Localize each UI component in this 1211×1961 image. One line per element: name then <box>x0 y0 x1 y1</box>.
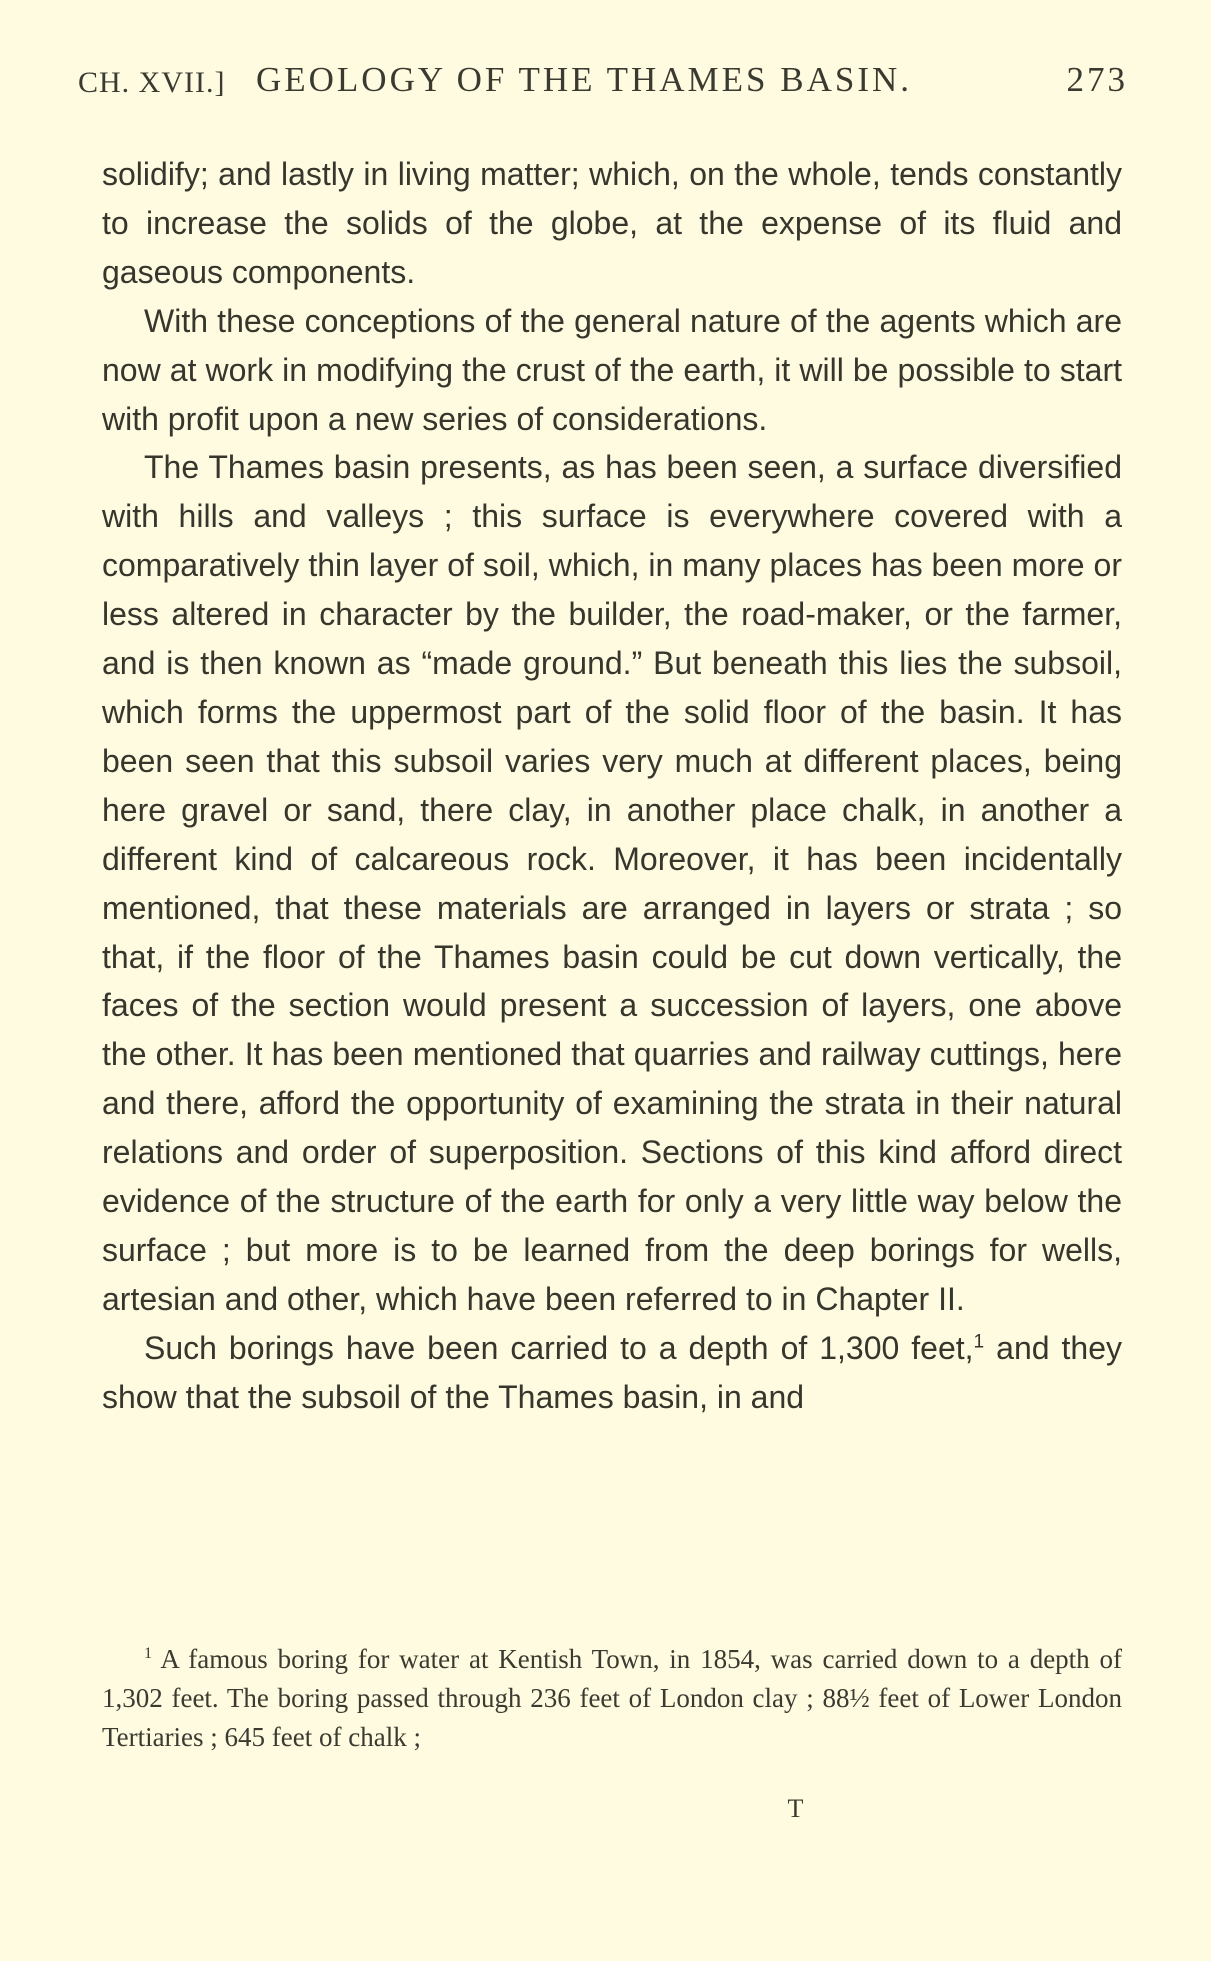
footnote-text: A famous boring for water at Kentish Town, in 1854, was carried down to a depth of 1,302 feet. The boring passed through 236 feet of London clay ; 88½ feet of Lower London Tertiaries ; 645 feet of chalk ; <box>102 1644 1122 1752</box>
footnote-1 <box>102 1640 1122 1757</box>
signature-mark: T <box>787 1794 804 1823</box>
paragraph-conceptions: With these conceptions of the general nature of the agents which are now at work in modifying the crust of the earth, it will be possible to start with profit upon a new series of considerations. <box>102 302 1122 437</box>
footnote-reference: 1 <box>973 1331 985 1353</box>
running-title: GEOLOGY OF THE THAMES BASIN. <box>256 60 913 99</box>
paragraph-borings <box>102 1324 1122 1422</box>
chapter-label: CH. XVII.] <box>78 66 226 99</box>
paragraph-thames-basin: The Thames basin presents, as has been seen, a surface diversified with hills and valleys ; this surface is everywhere covered with a comparatively thin layer of soil, which, in many places has been more or less altered in character by the builder, the road-maker, or the farmer, and is then known as “made ground.” But beneath this lies the subsoil, which forms the uppermost part of the solid floor of the basin. It has been seen that this subsoil varies very much at different places, being here gravel or sand, there clay, in another place chalk, in another a different kind of calcareous rock. Moreover, it has been incidentally mentioned, that these materials are arranged in layers or strata ; so that, if the floor of the Thames basin could be cut down vertically, the faces of the section would present a succession of layers, one above the other. It has been mentioned that quarries and railway cuttings, here and there, afford the opportunity of examining the strata in their natural relations and order of superposition. Sections of this kind afford direct evidence of the structure of the earth for only a very little way below the surface ; but more is to be learned from the deep borings for wells, artesian and other, which have been referred to in Chapter II. <box>102 449 1122 1317</box>
paragraph-continued: solidify; and lastly in living matter; which, on the whole, tends constantly to increase the solids of the globe, at the expense of its fluid and gaseous components. <box>102 156 1122 290</box>
main-text <box>102 150 1122 1422</box>
footnote-marker: 1 <box>144 1644 153 1662</box>
paragraph-borings-text-before: Such borings have been carried to a depth of 1,300 feet, <box>144 1329 974 1366</box>
paragraph-borings-text-after: and they show that the subsoil of the Thames basin, in and <box>102 1329 1123 1415</box>
page-number: 273 <box>1066 60 1128 99</box>
footnotes <box>102 1640 1122 1757</box>
running-header <box>78 60 1128 120</box>
